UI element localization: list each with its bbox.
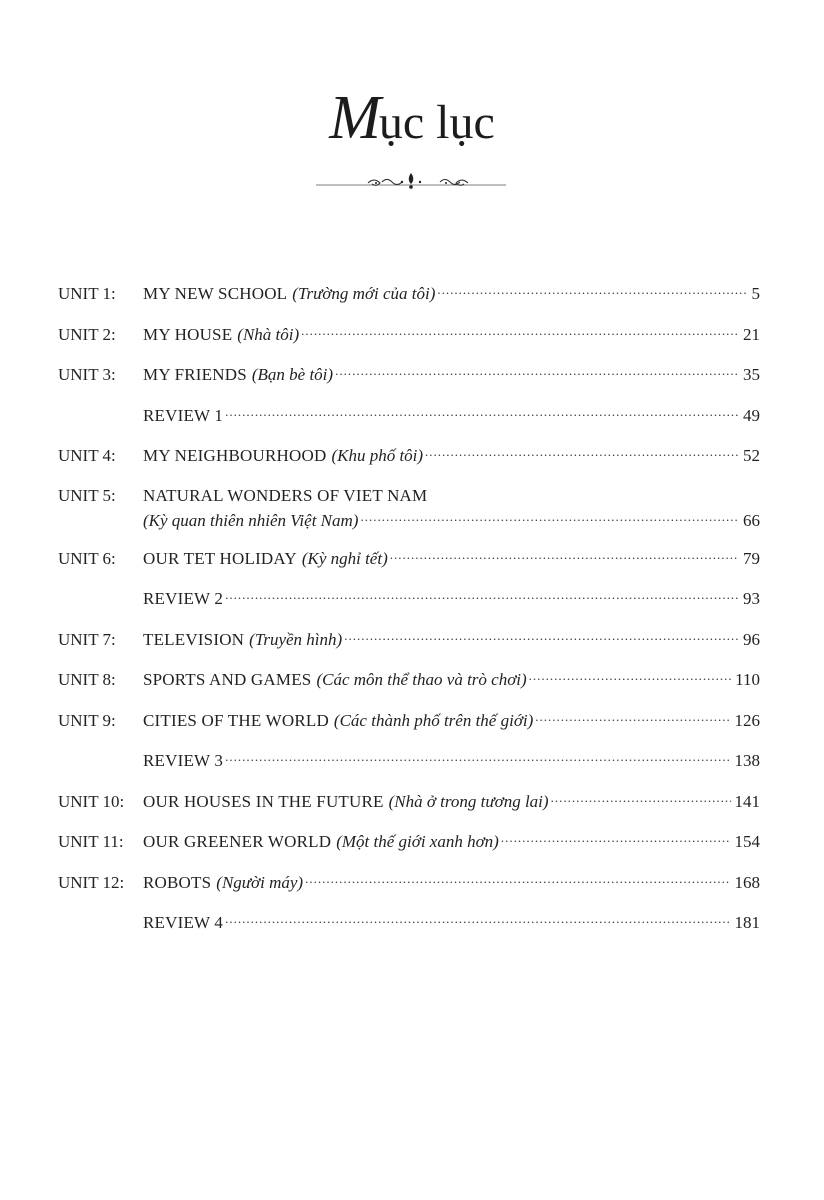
dot-leader <box>225 911 730 928</box>
title-rest: ục lục <box>378 96 495 149</box>
page-number: 168 <box>734 872 760 892</box>
page-number: 52 <box>743 446 760 465</box>
unit-label: UNIT 3: <box>58 365 116 384</box>
unit-label: UNIT 9: <box>58 710 116 730</box>
toc-entry-unit-7 <box>58 628 760 669</box>
dot-leader <box>301 323 739 340</box>
unit-label: UNIT 2: <box>58 324 116 344</box>
dot-leader <box>344 628 739 645</box>
page-number: 79 <box>743 548 760 568</box>
toc-entry-unit-9 <box>58 709 760 750</box>
page-number: 96 <box>743 629 760 649</box>
entry-translation: (Nhà ở trong tương lai) <box>388 791 549 811</box>
toc-entry-unit-11 <box>58 830 760 871</box>
page-number: 138 <box>734 751 760 770</box>
table-of-contents <box>58 282 760 952</box>
ornament-divider-icon <box>316 170 506 194</box>
entry-title: ROBOTS <box>143 872 212 892</box>
unit-label: UNIT 8: <box>58 670 116 689</box>
dot-leader <box>225 404 739 421</box>
toc-entry-unit-1 <box>58 282 760 323</box>
entry-title: REVIEW 1 <box>143 405 224 425</box>
toc-entry-review-1 <box>58 404 760 445</box>
entry-title: REVIEW 3 <box>143 751 224 770</box>
entry-translation: (Các môn thể thao và trò chơi) <box>316 670 527 689</box>
toc-entry-unit-4 <box>58 444 760 485</box>
toc-entry-unit-8 <box>58 668 760 709</box>
page-number: 93 <box>743 589 760 608</box>
unit-label: UNIT 7: <box>58 629 116 649</box>
entry-translation: (Bạn bè tôi) <box>251 365 334 384</box>
entry-translation: (Kỳ nghỉ tết) <box>301 548 388 568</box>
entry-title: OUR GREENER WORLD <box>143 832 332 851</box>
entry-title: OUR TET HOLIDAY <box>143 548 297 568</box>
dot-leader <box>360 509 739 526</box>
entry-title: REVIEW 2 <box>143 589 224 608</box>
entry-title: MY NEIGHBOURHOOD <box>143 446 327 465</box>
entry-translation: (Truyền hình) <box>249 629 343 649</box>
dot-leader <box>437 282 747 299</box>
entry-translation: (Một thế giới xanh hơn) <box>336 832 499 851</box>
page-number: 5 <box>751 284 760 303</box>
toc-entry-review-2 <box>58 587 760 628</box>
dot-leader <box>225 587 739 604</box>
entry-title: CITIES OF THE WORLD <box>143 710 329 730</box>
toc-entry-unit-5 <box>58 485 760 547</box>
entry-title: MY FRIENDS <box>143 365 247 384</box>
unit-label: UNIT 10: <box>58 791 125 811</box>
page-number: 49 <box>743 405 760 425</box>
entry-title: MY NEW SCHOOL <box>143 284 288 303</box>
toc-entry-review-4 <box>58 911 760 952</box>
page-number: 154 <box>734 832 760 851</box>
toc-entry-unit-10 <box>58 790 760 831</box>
dot-leader <box>425 444 739 461</box>
entry-title: REVIEW 4 <box>143 913 224 932</box>
entry-title: TELEVISION <box>143 629 245 649</box>
entry-title: MY HOUSE <box>143 324 233 344</box>
toc-entry-unit-3 <box>58 363 760 404</box>
page-number: 181 <box>734 913 760 932</box>
toc-entry-unit-12 <box>58 871 760 912</box>
dot-leader <box>390 547 739 564</box>
entry-translation: (Kỳ quan thiên nhiên Việt Nam) <box>143 510 359 530</box>
entry-title: SPORTS AND GAMES <box>143 670 312 689</box>
page-number: 126 <box>734 710 760 730</box>
dot-leader <box>501 830 731 847</box>
entry-title: OUR HOUSES IN THE FUTURE <box>143 791 384 811</box>
unit-label: UNIT 1: <box>58 284 116 303</box>
entry-translation: (Khu phố tôi) <box>331 446 424 465</box>
page-number: 66 <box>743 510 760 530</box>
entry-title: NATURAL WONDERS OF VIET NAM <box>143 485 428 505</box>
toc-entry-unit-6 <box>58 547 760 588</box>
dot-leader <box>305 871 730 888</box>
toc-entry-unit-2 <box>58 323 760 364</box>
dot-leader <box>225 749 730 766</box>
unit-label: UNIT 4: <box>58 446 116 465</box>
dot-leader <box>335 363 739 380</box>
entry-translation: (Người máy) <box>216 872 304 892</box>
unit-label: UNIT 12: <box>58 872 125 892</box>
entry-translation: (Trường mới của tôi) <box>292 284 436 303</box>
unit-label: UNIT 5: <box>58 485 116 505</box>
entry-translation: (Các thành phố trên thế giới) <box>333 710 534 730</box>
unit-label: UNIT 6: <box>58 548 116 568</box>
page-number: 21 <box>743 324 760 344</box>
dot-leader <box>551 790 731 807</box>
dot-leader <box>535 709 730 726</box>
page-title <box>0 84 824 153</box>
page-number: 35 <box>743 365 760 384</box>
title-initial: M <box>329 84 379 152</box>
page-number: 110 <box>735 670 760 689</box>
toc-entry-review-3 <box>58 749 760 790</box>
dot-leader <box>529 668 731 685</box>
entry-translation: (Nhà tôi) <box>237 324 300 344</box>
page-number: 141 <box>734 791 760 811</box>
unit-label: UNIT 11: <box>58 832 124 851</box>
